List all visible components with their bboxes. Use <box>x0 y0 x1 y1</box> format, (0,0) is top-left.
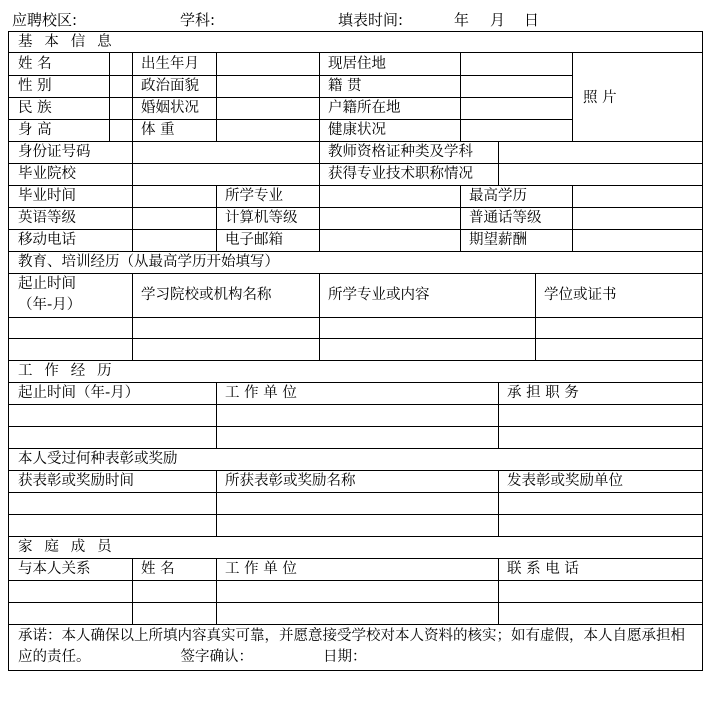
native-place-label: 籍 贯 <box>328 78 362 94</box>
salary-label: 期望薪酬 <box>469 232 527 248</box>
edu-degree-label: 学位或证书 <box>544 287 617 303</box>
degree-label: 最高学历 <box>469 188 527 204</box>
family-relation-label: 与本人关系 <box>18 561 91 577</box>
hukou-label: 户籍所在地 <box>328 100 401 116</box>
pledge-date-label: 日期： <box>323 649 367 665</box>
signature-label: 签字确认： <box>180 649 253 665</box>
mobile-label: 移动电话 <box>18 232 76 248</box>
political-label: 政治面貌 <box>141 78 199 94</box>
english-label: 英语等级 <box>18 210 76 226</box>
mandarin-label: 普通话等级 <box>469 210 542 226</box>
subject-label: 学科: <box>180 11 216 29</box>
weight-label: 体 重 <box>141 122 175 138</box>
education-title: 教育、培训经历（从最高学历开始填写） <box>18 254 279 270</box>
gender-label: 性 别 <box>18 78 52 94</box>
teacher-cert-label: 教师资格证种类及学科 <box>328 144 473 160</box>
application-form <box>8 31 703 671</box>
family-title: 家 庭 成 员 <box>18 539 116 555</box>
edu-major-label: 所学专业或内容 <box>328 287 430 303</box>
campus-label: 应聘校区: <box>12 11 78 29</box>
award-issuer-label: 发表彰或奖励单位 <box>507 473 623 489</box>
month-unit: 月 <box>490 11 506 29</box>
family-name-label: 姓 名 <box>141 561 175 577</box>
ethnicity-label: 民 族 <box>18 100 52 116</box>
computer-label: 计算机等级 <box>225 210 298 226</box>
residence-label: 现居住地 <box>328 56 386 72</box>
edu-period-label-line2: （年-月） <box>18 297 82 313</box>
grad-time-label: 毕业时间 <box>18 188 76 204</box>
award-name-label: 所获表彰或奖励名称 <box>225 473 356 489</box>
day-unit: 日 <box>524 11 540 29</box>
id-number-label: 身份证号码 <box>18 144 91 160</box>
prof-title-label: 获得专业技术职称情况 <box>328 166 473 182</box>
pledge-text <box>15 626 690 668</box>
work-employer-label: 工 作 单 位 <box>225 385 297 401</box>
work-position-label: 承 担 职 务 <box>507 385 579 401</box>
height-label: 身 高 <box>18 122 52 138</box>
name-label: 姓 名 <box>18 56 52 72</box>
family-employer-label: 工 作 单 位 <box>225 561 297 577</box>
work-title: 工 作 经 历 <box>18 363 116 379</box>
major-label: 所学专业 <box>225 188 283 204</box>
birth-label: 出生年月 <box>141 56 199 72</box>
marital-label: 婚姻状况 <box>141 100 199 116</box>
edu-institution-label: 学习院校或机构名称 <box>141 287 272 303</box>
email-label: 电子邮箱 <box>225 232 283 248</box>
fill-date-label: 填表时间: <box>338 11 404 29</box>
family-phone-label: 联 系 电 话 <box>507 561 579 577</box>
basic-info-title: 基 本 信 息 <box>18 34 116 50</box>
year-unit: 年 <box>454 11 470 29</box>
pledge-statement: 承诺：本人确保以上所填内容真实可靠，并愿意接受学校对本人资料的核实；如有虚假，本人自愿承担相应的责任。 <box>18 628 685 665</box>
award-time-label: 获表彰或奖励时间 <box>18 473 134 489</box>
work-period-label: 起止时间（年-月） <box>18 385 140 401</box>
form-header <box>8 8 704 32</box>
edu-period-label-line1: 起止时间 <box>18 276 76 292</box>
photo-label: 照 片 <box>583 90 617 106</box>
health-label: 健康状况 <box>328 122 386 138</box>
awards-title: 本人受过何种表彰或奖励 <box>18 451 178 467</box>
school-label: 毕业院校 <box>18 166 76 182</box>
